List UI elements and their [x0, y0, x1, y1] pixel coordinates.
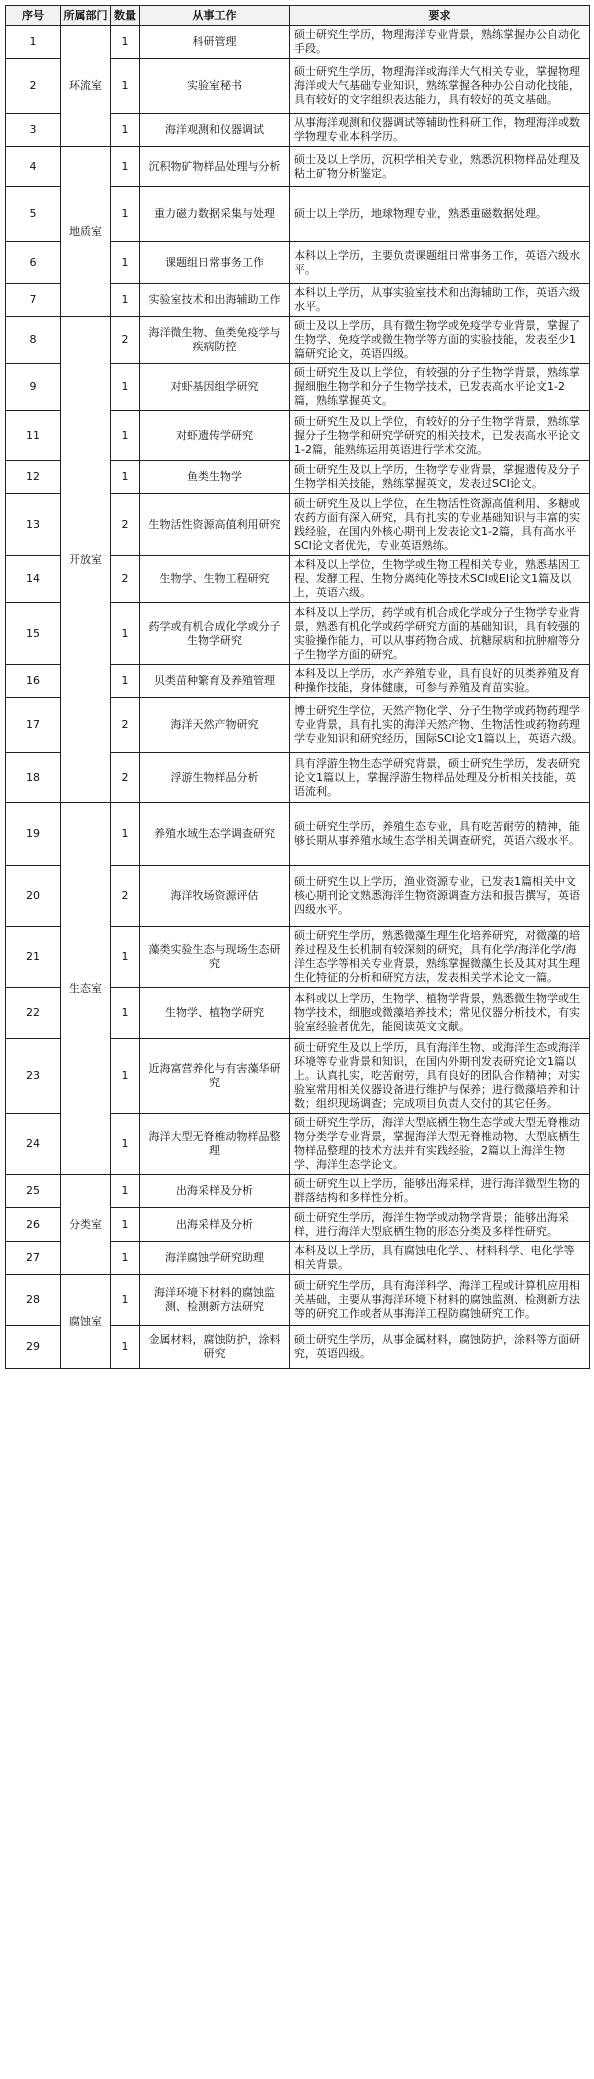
quantity-cell: 2 — [111, 494, 140, 556]
row-index: 15 — [6, 603, 61, 665]
row-index: 25 — [6, 1175, 61, 1208]
quantity-cell: 1 — [111, 1114, 140, 1175]
requirements-cell: 本科及以上学历，具有腐蚀电化学、、材料科学、电化学等相关背景。 — [290, 1242, 590, 1275]
quantity-cell: 1 — [111, 187, 140, 242]
row-index: 4 — [6, 147, 61, 187]
quantity-cell: 1 — [111, 1242, 140, 1275]
requirements-cell: 硕士研究生以上学历，能够出海采样，进行海洋微型生物的群落结构和多样性分析。 — [290, 1175, 590, 1208]
row-index: 26 — [6, 1208, 61, 1242]
row-index: 11 — [6, 411, 61, 461]
requirements-cell: 本科或以上学历，生物学、植物学背景，熟悉微生物学或生物学技术，细胞或微藻培养技术；常见仪器分析技术，有实验室经验者优先，能阅读英文文献。 — [290, 988, 590, 1039]
requirements-cell: 博士研究生学位，天然产物化学、分子生物学或药物药理学专业背景，具有扎实的海洋天然产物、生物活性或药物药理学专业知识和研究经历，国际SCI论文1篇以上，英语六级。 — [290, 698, 590, 753]
job-cell: 生物学、植物学研究 — [140, 988, 290, 1039]
job-cell: 生物学、生物工程研究 — [140, 556, 290, 603]
quantity-cell: 1 — [111, 1326, 140, 1369]
job-cell: 海洋腐蚀学研究助理 — [140, 1242, 290, 1275]
job-cell: 海洋环境下材料的腐蚀监测、检测新方法研究 — [140, 1275, 290, 1326]
job-cell: 浮游生物样品分析 — [140, 753, 290, 803]
header-row — [6, 6, 590, 26]
row-index: 6 — [6, 242, 61, 284]
requirements-cell: 从事海洋观测和仪器调试等辅助性科研工作，物理海洋或数学物理专业本科学历。 — [290, 114, 590, 147]
quantity-cell: 1 — [111, 988, 140, 1039]
row-index: 16 — [6, 665, 61, 698]
quantity-cell: 1 — [111, 1275, 140, 1326]
job-cell: 金属材料，腐蚀防护，涂料研究 — [140, 1326, 290, 1369]
department-cell: 生态室 — [61, 803, 111, 1175]
row-index: 1 — [6, 26, 61, 59]
quantity-cell: 1 — [111, 364, 140, 411]
row-index: 3 — [6, 114, 61, 147]
requirements-cell: 硕士研究生学历，海洋生物学或动物学背景；能够出海采样，进行海洋大型底栖生物的形态分类及多样性研究。 — [290, 1208, 590, 1242]
table-body — [6, 26, 590, 1369]
header-department: 所属部门 — [61, 6, 111, 26]
department-cell: 分类室 — [61, 1175, 111, 1275]
row-index: 13 — [6, 494, 61, 556]
quantity-cell: 1 — [111, 59, 140, 114]
quantity-cell: 1 — [111, 803, 140, 866]
job-cell: 近海富营养化与有害藻华研究 — [140, 1039, 290, 1114]
quantity-cell: 1 — [111, 411, 140, 461]
requirements-cell: 硕士研究生及以上学位，有较好的分子生物学背景，熟练掌握分子生物学和研究学研究的相关技术，已发表高水平论文1-2篇，能熟练运用英语进行学术交流。 — [290, 411, 590, 461]
job-cell: 生物活性资源高值利用研究 — [140, 494, 290, 556]
job-cell: 出海采样及分析 — [140, 1208, 290, 1242]
table-row — [6, 147, 590, 187]
row-index: 27 — [6, 1242, 61, 1275]
job-cell: 海洋牧场资源评估 — [140, 866, 290, 927]
job-cell: 实验室秘书 — [140, 59, 290, 114]
requirements-cell: 硕士以上学历，地球物理专业，熟悉重磁数据处理。 — [290, 187, 590, 242]
row-index: 7 — [6, 284, 61, 317]
requirements-cell: 硕士研究生学历，从事金属材料，腐蚀防护，涂料等方面研究，英语四级。 — [290, 1326, 590, 1369]
job-cell: 实验室技术和出海辅助工作 — [140, 284, 290, 317]
job-cell: 海洋观测和仪器调试 — [140, 114, 290, 147]
requirements-cell: 本科及以上学历，水产养殖专业，具有良好的贝类养殖及育种操作技能，身体健康，可参与养殖及育苗实验。 — [290, 665, 590, 698]
requirements-cell: 硕士研究生及以上学历，具有海洋生物、或海洋生态或海洋环境等专业背景和知识，在国内外期刊发表研究论文1篇以上。认真扎实，吃苦耐劳，具有良好的团队合作精神；对实验室常用相关仪器设备进行维护与保养；进行微藻培养和计数；组织现场调查；完成项目负责人交付的其它任务。 — [290, 1039, 590, 1114]
quantity-cell: 1 — [111, 147, 140, 187]
quantity-cell: 1 — [111, 461, 140, 494]
quantity-cell: 1 — [111, 242, 140, 284]
job-cell: 海洋大型无脊椎动物样品整理 — [140, 1114, 290, 1175]
row-index: 18 — [6, 753, 61, 803]
row-index: 23 — [6, 1039, 61, 1114]
requirements-cell: 硕士研究生及以上学位，有较强的分子生物学背景，熟练掌握细胞生物学和分子生物学技术，已发表高水平论文1-2篇，熟练掌握英文。 — [290, 364, 590, 411]
recruitment-table — [5, 5, 590, 1369]
quantity-cell: 1 — [111, 1175, 140, 1208]
table-row — [6, 26, 590, 59]
department-cell: 开放室 — [61, 317, 111, 803]
row-index: 19 — [6, 803, 61, 866]
quantity-cell: 1 — [111, 26, 140, 59]
requirements-cell: 硕士研究生学历，物理海洋或海洋大气相关专业，掌握物理海洋或大气基础专业知识，熟练掌握各种办公自动化技能，具有较好的文字组织表达能力，具有较好的英文基础。 — [290, 59, 590, 114]
requirements-cell: 硕士研究生学历，物理海洋专业背景，熟练掌握办公自动化手段。 — [290, 26, 590, 59]
row-index: 8 — [6, 317, 61, 364]
job-cell: 鱼类生物学 — [140, 461, 290, 494]
requirements-cell: 硕士研究生学历，熟悉微藻生理生化培养研究，对微藻的培养过程及生长机制有较深刻的研究，具有化学/海洋化学/海洋生态学等相关专业背景，熟练掌握微藻生长及其对其生理生化特征的分析和研究方法，发表相关学术论文一篇。 — [290, 927, 590, 988]
job-cell: 科研管理 — [140, 26, 290, 59]
job-cell: 藻类实验生态与现场生态研究 — [140, 927, 290, 988]
header-job: 从事工作 — [140, 6, 290, 26]
job-cell: 对虾基因组学研究 — [140, 364, 290, 411]
table-row — [6, 1275, 590, 1326]
row-index: 28 — [6, 1275, 61, 1326]
job-cell: 海洋微生物、鱼类免疫学与疾病防控 — [140, 317, 290, 364]
table-row — [6, 1175, 590, 1208]
quantity-cell: 2 — [111, 317, 140, 364]
quantity-cell: 1 — [111, 603, 140, 665]
table-row — [6, 317, 590, 364]
requirements-cell: 本科及以上学历，药学或有机合成化学或分子生物学专业背景，熟悉有机化学或药学研究方面的基础知识，具有较强的实验操作能力，可以从事药物合成、抗糖尿病和抗肿瘤等分子生物学方面的研究。 — [290, 603, 590, 665]
requirements-cell: 本科及以上学位，生物学或生物工程相关专业，熟悉基因工程、发酵工程、生物分离纯化等技术SCI或EI论文1篇及以上，英语六级。 — [290, 556, 590, 603]
job-cell: 海洋天然产物研究 — [140, 698, 290, 753]
requirements-cell: 硕士研究生以上学历，渔业资源专业，已发表1篇相关中文核心期刊论文熟悉海洋生物资源调查方法和报告撰写，英语四级水平。 — [290, 866, 590, 927]
quantity-cell: 2 — [111, 556, 140, 603]
row-index: 17 — [6, 698, 61, 753]
requirements-cell: 硕士研究生学历，养殖生态专业，具有吃苦耐劳的精神，能够长期从事养殖水域生态学相关调查研究，英语六级水平。 — [290, 803, 590, 866]
row-index: 29 — [6, 1326, 61, 1369]
requirements-cell: 本科以上学历，从事实验室技术和出海辅助工作，英语六级水平。 — [290, 284, 590, 317]
row-index: 2 — [6, 59, 61, 114]
row-index: 14 — [6, 556, 61, 603]
header-requirements: 要求 — [290, 6, 590, 26]
quantity-cell: 1 — [111, 927, 140, 988]
requirements-cell: 硕士研究生及以上学位，在生物活性资源高值利用、多糖或农药方面有深入研究，具有扎实的专业基础知识与丰富的实践经验，在国内外核心期刊上发表论文1-2篇，具有高水平SCI论文者优先，专业英语熟练。 — [290, 494, 590, 556]
job-cell: 沉积物矿物样品处理与分析 — [140, 147, 290, 187]
quantity-cell: 1 — [111, 1039, 140, 1114]
requirements-cell: 硕士研究生及以上学历，生物学专业背景，掌握遗传及分子生物学相关技能，熟练掌握英文，发表过SCI论文。 — [290, 461, 590, 494]
header-quantity: 数量 — [111, 6, 140, 26]
row-index: 9 — [6, 364, 61, 411]
department-cell: 腐蚀室 — [61, 1275, 111, 1369]
requirements-cell: 本科以上学历，主要负责课题组日常事务工作，英语六级水平。 — [290, 242, 590, 284]
row-index: 5 — [6, 187, 61, 242]
row-index: 20 — [6, 866, 61, 927]
row-index: 24 — [6, 1114, 61, 1175]
job-cell: 贝类苗种繁育及养殖管理 — [140, 665, 290, 698]
department-cell: 地质室 — [61, 147, 111, 317]
quantity-cell: 1 — [111, 665, 140, 698]
quantity-cell: 1 — [111, 114, 140, 147]
job-cell: 重力磁力数据采集与处理 — [140, 187, 290, 242]
job-cell: 出海采样及分析 — [140, 1175, 290, 1208]
job-cell: 对虾遗传学研究 — [140, 411, 290, 461]
job-cell: 养殖水域生态学调查研究 — [140, 803, 290, 866]
header-index: 序号 — [6, 6, 61, 26]
job-cell: 课题组日常事务工作 — [140, 242, 290, 284]
requirements-cell: 具有浮游生物生态学研究背景，硕士研究生学历，发表研究论文1篇以上，掌握浮游生物样品处理及分析相关技能，英语流利。 — [290, 753, 590, 803]
requirements-cell: 硕士及以上学历，具有微生物学或免疫学专业背景，掌握了生物学、免疫学或微生物学等方面的实验技能，发表至少1篇研究论文，英语四级。 — [290, 317, 590, 364]
department-cell: 环流室 — [61, 26, 111, 147]
requirements-cell: 硕士及以上学历，沉积学相关专业，熟悉沉积物样品处理及粘土矿物分析鉴定。 — [290, 147, 590, 187]
row-index: 12 — [6, 461, 61, 494]
row-index: 21 — [6, 927, 61, 988]
quantity-cell: 2 — [111, 753, 140, 803]
job-cell: 药学或有机合成化学或分子生物学研究 — [140, 603, 290, 665]
requirements-cell: 硕士研究生学历，具有海洋科学、海洋工程或计算机应用相关基础，主要从事海洋环境下材料的腐蚀监测、检测新方法等的研究工作或者从事海洋工程防腐蚀研究工作。 — [290, 1275, 590, 1326]
quantity-cell: 1 — [111, 284, 140, 317]
quantity-cell: 2 — [111, 866, 140, 927]
requirements-cell: 硕士研究生学历，海洋大型底栖生物生态学或大型无脊椎动物分类学专业背景，掌握海洋大型无脊椎动物、大型底栖生物样品整理的技术方法并有实践经验，2篇以上海洋生物学、海洋生态学论文。 — [290, 1114, 590, 1175]
row-index: 22 — [6, 988, 61, 1039]
quantity-cell: 2 — [111, 698, 140, 753]
quantity-cell: 1 — [111, 1208, 140, 1242]
table-row — [6, 803, 590, 866]
